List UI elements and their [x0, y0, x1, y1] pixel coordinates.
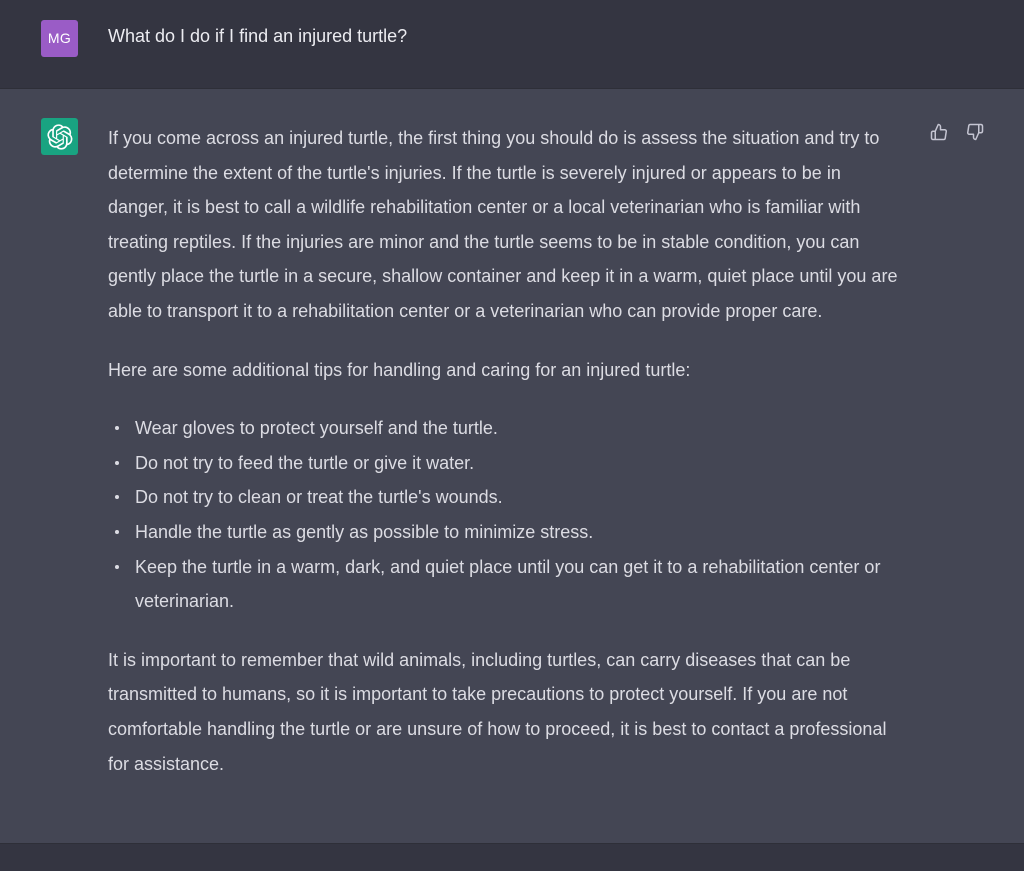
- list-item: Do not try to clean or treat the turtle's wounds.: [108, 480, 898, 515]
- response-closing-paragraph: It is important to remember that wild animals, including turtles, can carry diseases that can be transmitted to humans, so it is important to take precautions to protect yourself. If you are not comfortable handling the turtle or are unsure of how to proceed, it is best to contact a professional for assistance.: [108, 649, 887, 774]
- thumbs-up-button[interactable]: [928, 121, 950, 143]
- assistant-avatar: [41, 118, 78, 155]
- openai-logo-icon: [47, 124, 73, 150]
- assistant-message-content: [108, 121, 898, 781]
- list-item: Handle the turtle as gently as possible to minimize stress.: [108, 515, 898, 550]
- list-item: Keep the turtle in a warm, dark, and quiet place until you can get it to a rehabilitation center or veterinarian.: [108, 550, 898, 619]
- list-item: Wear gloves to protect yourself and the turtle.: [108, 411, 898, 446]
- user-message-text: What do I do if I find an injured turtle?: [108, 26, 408, 46]
- thumbs-down-button[interactable]: [964, 121, 986, 143]
- tips-list: [108, 411, 898, 619]
- thumbs-up-icon: [930, 123, 948, 141]
- assistant-message-row: [0, 88, 1024, 844]
- user-message-row: [0, 0, 1024, 88]
- response-paragraph: Here are some additional tips for handling and caring for an injured turtle:: [108, 359, 691, 380]
- thumbs-down-icon: [966, 123, 984, 141]
- response-paragraph: If you come across an injured turtle, the first thing you should do is assess the situation and try to determine the extent of the turtle's injuries. If the turtle is severely injured or appears to be in danger, it is best to call a wildlife rehabilitation center or a local veterinarian who is familiar with treating reptiles. If the injuries are minor and the turtle seems to be in stable condition, you can gently place the turtle in a secure, shallow container and keep it in a warm, quiet place until you are able to transport it to a rehabilitation center or a veterinarian who can provide proper care.: [108, 128, 898, 321]
- bottom-strip: [0, 844, 1024, 871]
- user-avatar: MG: [41, 20, 78, 57]
- list-item: Do not try to feed the turtle or give it water.: [108, 446, 898, 481]
